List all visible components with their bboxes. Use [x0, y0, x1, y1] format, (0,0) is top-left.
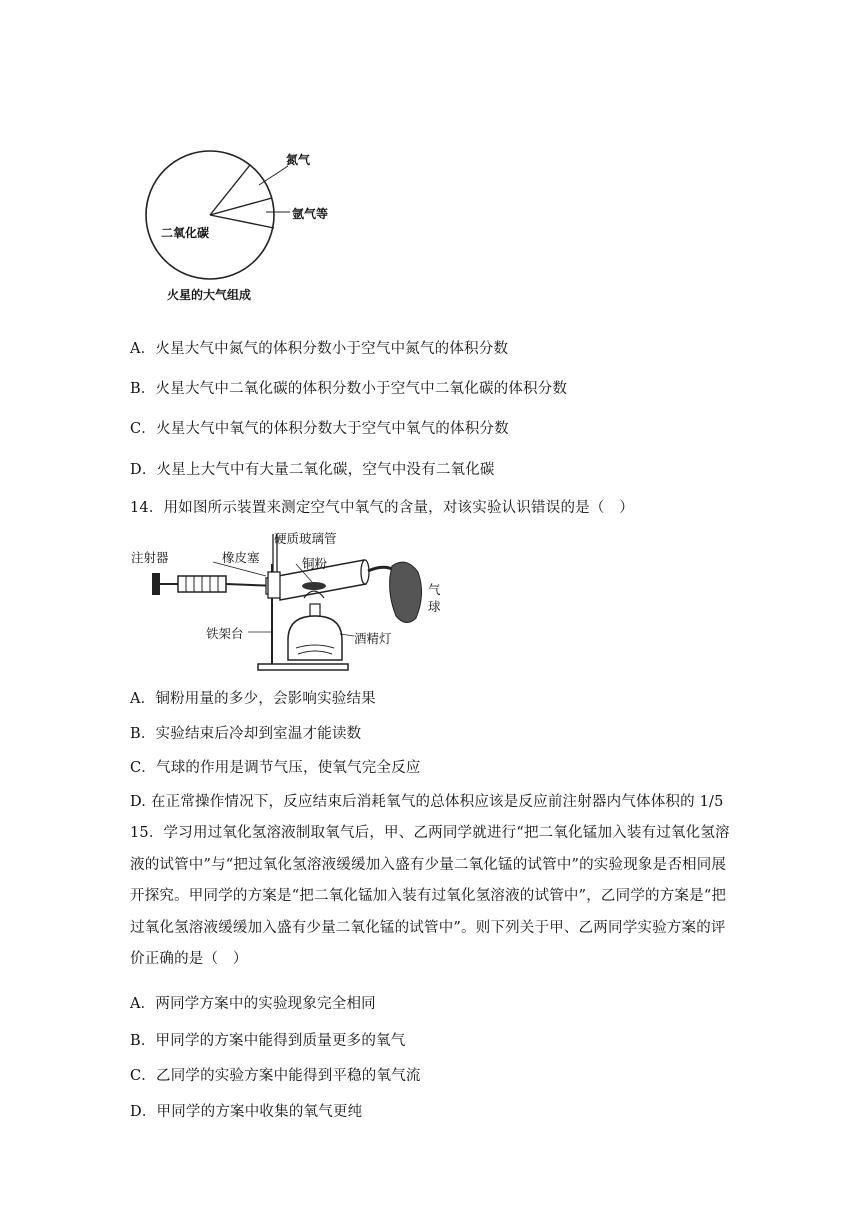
q14-option-b: B．实验结束后冷却到室温才能读数 [130, 726, 362, 742]
q13-option-b: B．火星大气中二氧化碳的体积分数小于空气中二氧化碳的体积分数 [130, 381, 568, 397]
q14-stem: 14．用如图所示装置来测定空气中氧气的含量，对该实验认识错误的是（ ） [130, 500, 634, 516]
pie-divider-3 [210, 215, 274, 228]
label-iron-stand: 铁架台 [206, 626, 244, 641]
q14-option-a: A．铜粉用量的多少，会影响实验结果 [130, 691, 376, 707]
label-copper-powder: 铜粉 [302, 556, 328, 571]
q15-option-a: A．两同学方案中的实验现象完全相同 [130, 996, 376, 1012]
q13-option-a: A．火星大气中氮气的体积分数小于空气中氮气的体积分数 [130, 341, 509, 357]
label-nitrogen: 氮气 [286, 153, 311, 167]
label-alcohol-lamp: 酒精灯 [354, 631, 392, 646]
q14-option-c: C．气球的作用是调节气压，使氧气完全反应 [130, 760, 421, 776]
pie-divider-2 [210, 198, 272, 215]
label-stopper: 橡皮塞 [222, 550, 260, 565]
label-balloon-1: 气 [428, 582, 441, 597]
q15-option-b: B．甲同学的方案中能得到质量更多的氧气 [130, 1033, 406, 1049]
label-argon: 氩气等 [292, 207, 329, 221]
figure-caption: 火星的大气组成 [167, 288, 252, 302]
label-co2: 二氧化碳 [161, 226, 210, 240]
q15-stem: 15．学习用过氧化氢溶液制取氧气后，甲、乙两同学就进行“把二氧化锰加入装有过氧化氢溶液的试管中”与“把过氧化氢溶液缓缓加入盛有少量二氧化锰的试管中”的实验现象是否相同展开探究。甲同学的方案是“把二氧化锰加入装有过氧化氢溶液的试管中”，乙同学的方案是“把过氧化氢溶液缓缓加入盛有少量二氧化锰的试管中”。则下列关于甲、乙两同学实验方案的评价正确的是（ ） [130, 825, 730, 967]
mars-atmosphere-figure [140, 140, 350, 310]
q14-option-d: D. 在正常操作情况下，反应结束后消耗氧气的总体积应该是反应前注射器内气体体积的 1/5 [130, 794, 724, 810]
q13-option-d: D．火星上大气中有大量二氧化碳，空气中没有二氧化碳 [130, 462, 495, 478]
label-syringe: 注射器 [131, 550, 169, 565]
q15-option-d: D．甲同学的方案中收集的氧气更纯 [130, 1104, 363, 1120]
q13-option-c: C．火星大气中氧气的体积分数大于空气中氧气的体积分数 [130, 421, 509, 437]
label-balloon-2: 球 [428, 599, 441, 614]
pie-divider-1 [210, 165, 250, 215]
nitrogen-leader [259, 166, 288, 185]
q15-option-c: C．乙同学的实验方案中能得到平稳的氧气流 [130, 1068, 421, 1084]
oxygen-apparatus-figure [128, 524, 458, 674]
label-glass-tube: 硬质玻璃管 [274, 531, 337, 546]
